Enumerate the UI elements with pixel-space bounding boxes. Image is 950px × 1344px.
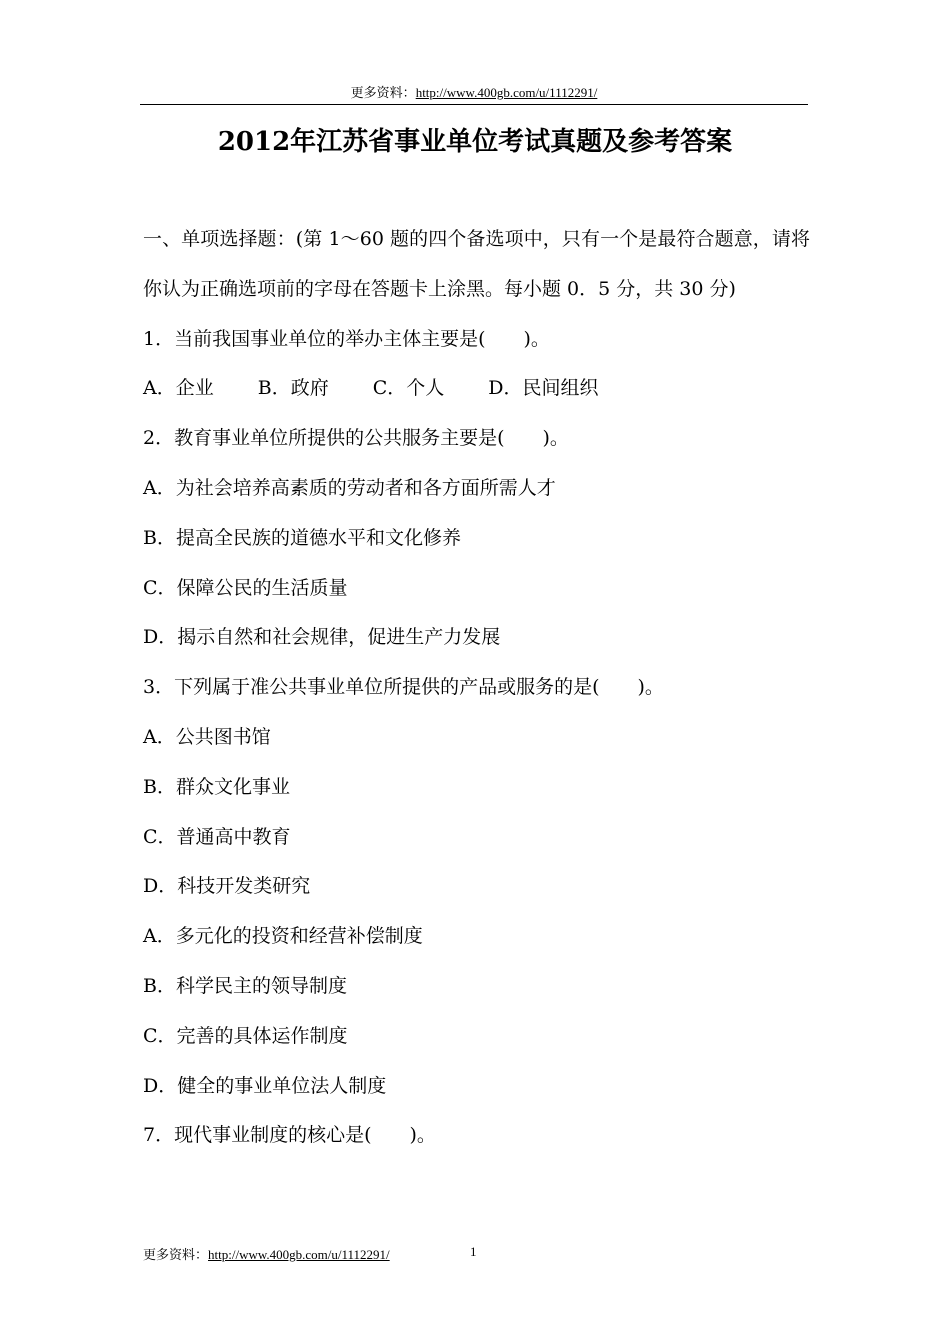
option: D．民间组织 [488, 377, 599, 400]
option: D．揭示自然和社会规律，促进生产力发展 [143, 626, 501, 649]
page-header [140, 84, 808, 102]
option: D．科技开发类研究 [143, 875, 311, 898]
option: C．个人 [372, 377, 445, 400]
option: D．健全的事业单位法人制度 [143, 1074, 387, 1097]
footer-prefix: 更多资料： [143, 1247, 209, 1262]
question-stem: 3．下列属于准公共事业单位所提供的产品或服务的是( )。 [143, 676, 664, 699]
document-body [143, 215, 810, 1161]
page-footer [143, 1246, 643, 1264]
page-number: 1 [470, 1244, 477, 1259]
question-stem: 7．现代事业制度的核心是( )。 [143, 1124, 436, 1147]
option: A．企业 [143, 377, 214, 400]
option: B．提高全民族的道德水平和文化修养 [143, 526, 461, 549]
section-intro: 一、单项选择题：(第 1～60 题的四个备选项中，只有一个是最符合题意，请将你认为正确选项前的字母在答题卡上涂黑。每小题 0．5 分，共 30 分) [143, 228, 810, 300]
option: C．保障公民的生活质量 [143, 576, 348, 599]
question-stem: 1．当前我国事业单位的举办主体主要是( )。 [143, 327, 550, 350]
option: B．政府 [257, 377, 329, 400]
header-link[interactable]: http://www.400gb.com/u/1112291/ [415, 85, 598, 100]
header-divider [140, 104, 808, 105]
option: A．多元化的投资和经营补偿制度 [143, 925, 423, 948]
header-prefix: 更多资料： [350, 85, 416, 100]
option: B．群众文化事业 [143, 775, 290, 798]
option: C．完善的具体运作制度 [143, 1024, 348, 1047]
question-options-row [143, 364, 810, 414]
option: A．公共图书馆 [143, 725, 271, 748]
question-stem: 2．教育事业单位所提供的公共服务主要是( )。 [143, 427, 569, 450]
footer-link[interactable]: http://www.400gb.com/u/1112291/ [208, 1247, 390, 1262]
option: B．科学民主的领导制度 [143, 974, 347, 997]
option: A．为社会培养高素质的劳动者和各方面所需人才 [143, 476, 556, 499]
option: C．普通高中教育 [143, 825, 291, 848]
document-title: 2012年江苏省事业单位考试真题及参考答案 [217, 127, 733, 157]
